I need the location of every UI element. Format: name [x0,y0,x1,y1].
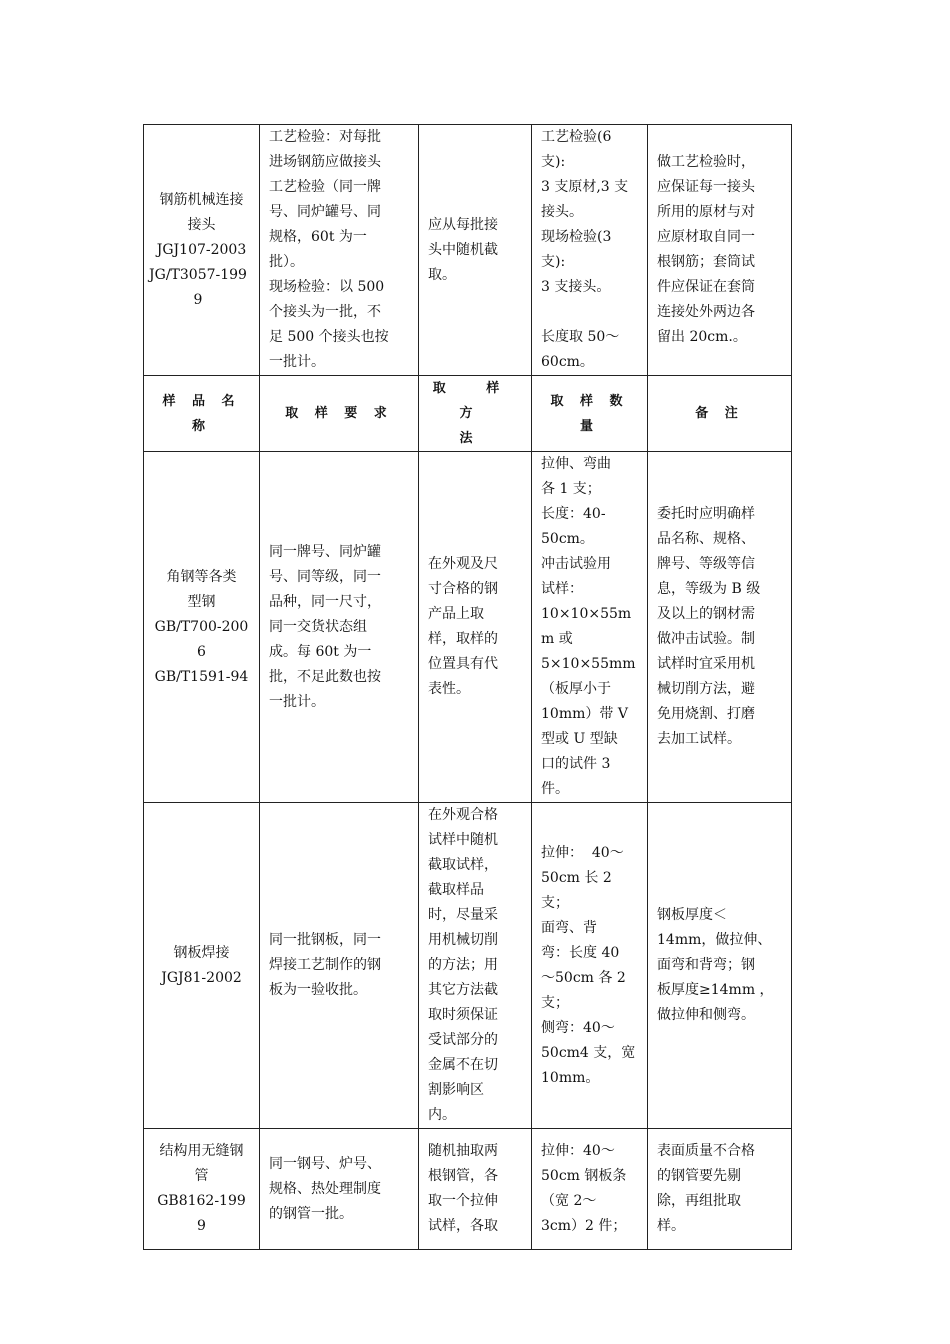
text-line: 50cm 钢板条 [541,1168,627,1184]
sampling-quantity-cell [532,1129,648,1250]
text-line: JG/T3057-1999 [149,266,247,308]
text-line: 所用的原材与对 [657,204,755,220]
text-line: 表面质量不合格 [657,1143,755,1159]
text-line: 时，尽量采 [428,907,498,923]
text-line: 角钢等各类 [166,568,237,585]
text-line: m 或 [541,631,573,647]
text-line: 的方法；用 [428,957,498,973]
text-line: GB/T700-2006 [154,618,249,660]
text-line: 14mm，做拉伸、 [657,932,772,948]
header-sampling-quantity: 取 样 数 量 [532,376,648,452]
text-line: 足 500 个接头也按 [269,329,389,345]
text-line: 械切削方法，避 [657,681,755,697]
text-line: 试样中随机 [428,832,498,848]
sampling-method-cell [419,125,532,376]
text-line: JGJ81-2002 [161,969,242,986]
sampling-requirement-cell [260,452,419,803]
text-line: 取。 [428,266,456,283]
text-line: 工艺检验(6 [541,129,612,145]
text-line: 规格、热处理制度 [269,1180,381,1197]
text-line: 10×10×55m [541,606,632,622]
text-line: 截取样品 [428,882,484,898]
sampling-requirement-cell [260,803,419,1129]
text-line: 去加工试样。 [657,731,741,747]
text-line: 支； [541,894,569,911]
text-line: 50cm。 [541,531,594,547]
table-row [144,452,792,803]
text-line: 板厚度≥14mm ， [657,982,774,998]
header-sampling-method [419,376,540,452]
text-line: 批）。 [269,254,304,270]
text-line: 10mm）带 V [541,706,628,722]
sampling-method-cell [419,803,532,1129]
text-line: 钢筋机械连接 [159,191,244,208]
text-line: 根钢管，各 [428,1168,498,1184]
text-line: 样。 [657,1218,685,1234]
text-line: 应保证每一接头 [657,179,755,195]
text-line: 取时须保证 [428,1007,498,1023]
text-line: 拉伸：40～ [541,1143,615,1159]
text-line: 钢板焊接 [173,944,230,961]
text-line: 应从每批接 [428,216,498,233]
text-line: 用机械切削 [428,932,498,948]
text-line: 型或 U 型缺 [541,731,618,747]
text-line: 支； [541,994,569,1011]
text-line: 试样时宜采用机 [657,656,755,672]
sampling-requirement-cell [260,1129,419,1250]
text-line: 3 支原材,3 支 [541,179,629,195]
text-line: JGJ107-2003 [156,241,247,258]
text-line: GB8162-1999 [157,1193,246,1234]
text-line: GB/T1591-94 [154,668,249,685]
text-line: 取一个拉伸 [428,1193,498,1209]
text-line: 同一牌号、同炉罐 [269,543,381,560]
text-line: 免用烧割、打磨 [657,706,755,722]
text-line: 工艺检验：对每批 [269,129,381,145]
text-line: 规格，60t 为一 [269,229,367,245]
text-line: 进场钢筋应做接头 [269,154,381,170]
text-line: 头中随机截 [428,241,498,258]
text-line: 接头。 [541,204,583,220]
text-line: 同一钢号、炉号、 [269,1155,381,1172]
text-line: 拉伸： 40～ [541,844,624,861]
sample-name-cell [144,452,260,803]
text-line: 表性。 [428,681,470,697]
text-line: 截取试样， [428,857,498,873]
text-line: 产品上取 [428,606,484,622]
text-line: 弯：长度 40 [541,944,620,961]
text-line [541,300,638,325]
header-sample-name: 样 品 名 称 [144,376,260,452]
text-line: 其它方法截 [428,982,498,998]
text-line: 侧弯：40～ [541,1019,615,1036]
text-line: 同一交货状态组 [269,618,367,635]
text-line: 及以上的钢材需 [657,606,755,622]
sampling-quantity-cell [532,452,648,803]
text-line: 接头 [187,216,216,233]
sampling-method-cell [419,1129,532,1250]
text-line: 样，取样的 [428,631,498,647]
remarks-cell [648,803,792,1129]
text-line: 结构用无缝钢 [159,1143,244,1159]
text-line: 号、同炉罐号、同 [269,204,381,220]
text-line: 5×10×55mm [541,656,636,672]
text-line: 留出 20cm.。 [657,329,747,345]
text-line: 金属不在切 [428,1057,498,1073]
text-line: 一批计。 [269,693,325,710]
text-line: 管 [194,1168,209,1184]
text-line: 牌号、等级等信 [657,556,755,572]
text-line: 板为一验收批。 [269,982,367,998]
text-line: 取 样 方 [432,381,540,421]
text-line: 试样，各取 [428,1218,498,1234]
text-line: 面弯、背 [541,919,597,936]
text-line: 支): [541,154,566,170]
text-line: 割影响区 [428,1082,484,1098]
sample-name-cell [144,1129,260,1250]
text-line: （板厚小于 [541,681,611,697]
text-line: 焊接工艺制作的钢 [269,957,381,973]
text-line: 法 [459,431,491,446]
text-line: 同一批钢板，同一 [269,932,381,948]
sampling-quantity-cell [532,803,648,1129]
table-header-row [144,376,792,452]
text-line: 长度：40- [541,506,606,522]
text-line: 受试部分的 [428,1032,498,1048]
header-sampling-requirement: 取 样 要 求 [260,376,419,452]
sampling-requirements-table [143,124,792,1250]
text-line: 根钢筋；套筒试 [657,254,755,270]
text-line: 工艺检验（同一牌 [269,179,381,195]
sampling-quantity-cell [532,125,648,376]
text-line: 支): [541,254,566,270]
text-line: 委托时应明确样 [657,506,755,522]
text-line: 号、同等级，同一 [269,568,381,585]
sample-name-cell [144,125,260,376]
text-line: 个接头为一批，不 [269,304,381,320]
text-line: 应原材取自同一 [657,229,755,245]
text-line: 冲击试验用 [541,556,611,572]
text-line: 品种，同一尺寸， [269,593,381,610]
text-line: 成。每 60t 为一 [269,643,372,660]
text-line: 做冲击试验。制 [657,631,755,647]
text-line: （宽 2～ [541,1193,597,1209]
text-line: 3cm）2 件； [541,1218,627,1234]
text-line: 50cm 长 2 [541,869,612,886]
table-row [144,803,792,1129]
text-line: 试样： [541,581,583,597]
sampling-method-cell [419,452,532,803]
text-line: 拉伸、弯曲 [541,456,611,472]
text-line: 批，不足此数也按 [269,668,381,685]
text-line: 钢板厚度＜ [657,907,727,923]
text-line: 现场检验(3 [541,229,612,245]
text-line: 10mm。 [541,1069,600,1086]
text-line: 连接处外两边各 [657,304,755,320]
text-line: 做拉伸和侧弯。 [657,1007,755,1023]
text-line: 型钢 [187,593,216,610]
text-line: 各 1 支； [541,481,601,497]
text-line: 随机抽取两 [428,1143,498,1159]
text-line: 50cm4 支，宽 [541,1044,636,1061]
text-line: 息，等级为 B 级 [657,581,761,597]
table-row [144,1129,792,1250]
text-line: 60cm。 [541,354,594,370]
text-line: 长度取 50～ [541,329,620,345]
text-line: 一批计。 [269,354,325,370]
text-line: 面弯和背弯；钢 [657,957,755,973]
text-line: 内。 [428,1107,456,1123]
text-line: 做工艺检验时， [657,154,755,170]
text-line: 3 支接头。 [541,279,611,295]
text-line: 在外观及尺 [428,556,498,572]
text-line: 的钢管要先剔 [657,1168,741,1184]
text-line: 寸合格的钢 [428,581,498,597]
text-line: 件。 [541,781,569,797]
text-line: 在外观合格 [428,807,498,823]
text-line: 位置具有代 [428,656,498,672]
text-line: 口的试件 3 [541,756,611,772]
remarks-cell [648,1129,792,1250]
sampling-requirement-cell [260,125,419,376]
sample-name-cell [144,803,260,1129]
remarks-cell [648,452,792,803]
text-line: 的钢管一批。 [269,1205,353,1222]
text-line: 除，再组批取 [657,1193,741,1209]
header-remarks: 备 注 [648,376,792,452]
text-line: ～50cm 各 2 [541,969,626,986]
table-row [144,125,792,376]
text-line: 现场检验：以 500 [269,279,385,295]
text-line: 件应保证在套筒 [657,279,755,295]
text-line: 品名称、规格、 [657,531,755,547]
remarks-cell [648,125,792,376]
